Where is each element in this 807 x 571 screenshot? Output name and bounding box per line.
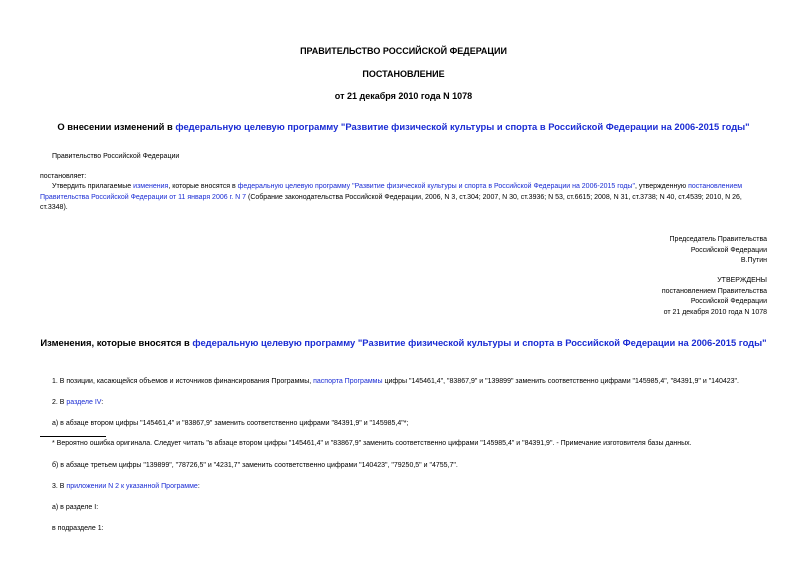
text-fragment: , утвержденную	[634, 183, 689, 190]
appendix-2-link[interactable]: приложении N 2 к указанной Программе	[66, 483, 198, 490]
item-3-subsection: в подразделе 1:	[52, 525, 104, 532]
preamble-paragraph-line2	[40, 193, 742, 204]
approved-date: от 21 декабря 2010 года N 1078	[663, 308, 767, 316]
document-title	[0, 121, 807, 132]
footnote-separator	[40, 436, 106, 437]
document-date-number: от 21 декабря 2010 года N 1078	[334, 91, 473, 101]
preamble-paragraph	[52, 182, 772, 193]
section-iv-link[interactable]: разделе IV	[66, 399, 102, 406]
item-1	[52, 377, 739, 388]
text-fragment: 2. В	[52, 399, 67, 406]
text-fragment: цифры "145461,4", "83867,9" и "139899" заменить соответственно цифрами "145985,4", "84391,9" и "140423".	[382, 378, 739, 385]
program-link[interactable]: федеральную целевую программу "Развитие физической культуры и спорта в Российской Федерации на 2006-2015 годы"	[175, 121, 750, 132]
document-type-heading: ПОСТАНОВЛЕНИЕ	[362, 69, 445, 79]
resolution-date-link[interactable]: Правительства Российской Федерации от 11 января 2006 г. N 7	[40, 193, 247, 201]
signature-country: Российской Федерации	[690, 246, 767, 254]
approved-country: Российской Федерации	[690, 298, 767, 305]
changes-link[interactable]: изменения	[133, 183, 169, 190]
text-fragment: :	[197, 483, 200, 490]
item-2b: б) в абзаце третьем цифры "139899", "78726,5" и "4231,7" заменить соответственно цифрами "140423", "79250,5" и "4755,7".	[52, 462, 458, 469]
text-fragment: Утвердить прилагаемые	[52, 183, 134, 190]
passport-link[interactable]: паспорта Программы	[313, 378, 383, 385]
signature-position: Председатель Правительства	[669, 236, 767, 243]
approved-by: постановлением Правительства	[661, 287, 767, 295]
text-fragment: (Собрание законодательства Российской Федерации, 2006, N 3, ст.304; 2007, N 30, ст.3936; N 53, ст.6615; 2008, N 31, ст.3738; N 40, ст.4539; 2010, N 26,	[246, 193, 742, 201]
resolution-link[interactable]: постановлением	[688, 183, 743, 190]
text-fragment: 1. В позиции, касающейся объемов и источников финансирования Программы,	[52, 378, 314, 385]
footnote: * Вероятно ошибка оригинала. Следует читать "в абзаце втором цифры "145461,4" и "83867,9" заменить соответственно цифрами "145985,4" и "84391,9". - Примечание изготовителя базы данных.	[52, 440, 692, 447]
item-2a: а) в абзаце втором цифры "145461,4" и "83867,9" заменить соответственно цифрами "84391,9" и "145985,4"*;	[52, 420, 409, 427]
document-title-prefix: О внесении изменений в	[57, 121, 176, 132]
approved-heading: УТВЕРЖДЕНЫ	[717, 277, 767, 284]
program-link-inline[interactable]: федеральную целевую программу "Развитие физической культуры и спорта в Российской Федерации на 2006-2015 годы"	[237, 183, 635, 190]
item-3a: а) в разделе I:	[52, 504, 99, 511]
preamble-paragraph-line3: ст.3348).	[40, 204, 68, 211]
preamble-decides: постановляет:	[40, 173, 87, 180]
government-heading: ПРАВИТЕЛЬСТВО РОССИЙСКОЙ ФЕДЕРАЦИИ	[300, 46, 507, 56]
changes-title-prefix: Изменения, которые вносятся в	[40, 337, 193, 348]
text-fragment: 3. В	[52, 483, 67, 490]
changes-title	[0, 337, 807, 348]
item-3	[52, 482, 200, 493]
text-fragment: :	[101, 399, 104, 406]
item-2	[52, 398, 103, 409]
program-link-changes[interactable]: федеральную целевую программу "Развитие физической культуры и спорта в Российской Федерации на 2006-2015 годы"	[192, 337, 767, 348]
preamble-issuer: Правительство Российской Федерации	[52, 153, 180, 160]
signature-name: В.Путин	[740, 257, 767, 264]
text-fragment: , которые вносятся в	[168, 183, 238, 190]
